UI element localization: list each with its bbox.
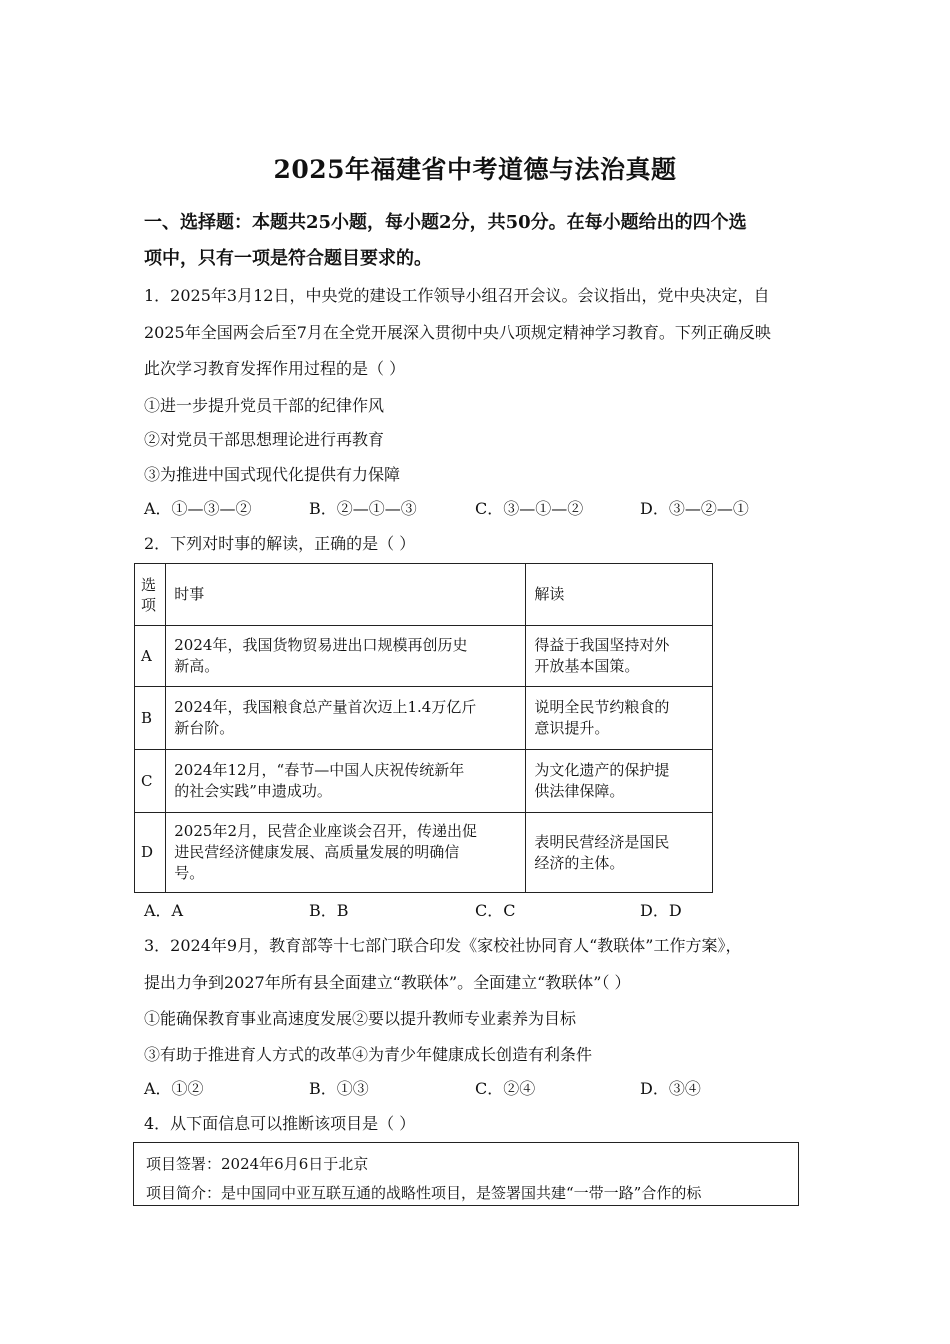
row-event-line: 2024年，我国货物贸易进出口规模再创历史 <box>174 636 468 654</box>
row-event-line: 新台阶。 <box>174 719 235 737</box>
row-event <box>166 626 526 687</box>
q3-statement-line-1: ①能确保教育事业高速度发展②要以提升教师专业素养为目标 <box>144 1009 577 1028</box>
row-reading-line: 经济的主体。 <box>534 853 625 872</box>
q1-item-2: ②对党员干部思想理论进行再教育 <box>144 430 385 449</box>
row-event-line: 新高。 <box>174 657 220 675</box>
q1-item-3: ③为推进中国式现代化提供有力保障 <box>144 465 401 484</box>
row-event <box>166 687 526 750</box>
row-reading <box>526 687 713 750</box>
q1-stem-line-1: 1．2025年3月12日，中央党的建设工作领导小组召开会议。会议指出，党中央决定，自 <box>144 286 770 305</box>
table-row <box>135 813 713 893</box>
q3-statement-line-2: ③有助于推进育人方式的改革④为青少年健康成长创造有利条件 <box>144 1045 593 1064</box>
row-event <box>166 813 526 893</box>
row-event-line: 2025年2月，民营企业座谈会召开，传递出促 <box>174 822 477 840</box>
table-header-row <box>135 564 713 626</box>
row-event-line: 进民营经济健康发展、高质量发展的明确信 <box>174 843 460 861</box>
header-option: 选项 <box>141 575 157 614</box>
row-reading-line: 为文化遗产的保护提 <box>534 761 670 779</box>
row-reading-line: 供法律保障。 <box>534 782 625 800</box>
q2-option-b: B．B <box>309 901 349 920</box>
q3-option-d: D．③④ <box>640 1079 701 1098</box>
row-key: C <box>135 750 166 813</box>
header-event: 时事 <box>166 564 526 626</box>
page-title: 2025年福建省中考道德与法治真题 <box>273 155 677 184</box>
row-key: B <box>135 687 166 750</box>
q1-stem-line-2: 2025年全国两会后至7月在全党开展深入贯彻中央八项规定精神学习教育。下列正确反映 <box>144 323 771 342</box>
row-event-line: 号。 <box>174 864 205 882</box>
header-option-cell <box>135 564 166 626</box>
row-reading-line: 意识提升。 <box>534 719 610 737</box>
q3-option-b: B．①③ <box>309 1079 369 1098</box>
header-reading: 解读 <box>526 564 713 626</box>
table-row <box>135 687 713 750</box>
section-heading-line-1: 一、选择题：本题共25小题，每小题2分，共50分。在每小题给出的四个选 <box>144 212 747 233</box>
q1-item-1: ①进一步提升党员干部的纪律作风 <box>144 396 385 415</box>
row-reading <box>526 626 713 687</box>
row-event-line: 2024年，我国粮食总产量首次迈上1.4万亿斤 <box>174 698 477 716</box>
q1-option-d: D．③—②—① <box>640 499 749 518</box>
row-reading-line: 开放基本国策。 <box>534 657 640 675</box>
q3-option-a: A．①② <box>144 1079 204 1098</box>
row-reading-line: 得益于我国坚持对外 <box>534 636 670 654</box>
q2-option-d: D．D <box>640 901 682 920</box>
q3-stem-line-2: 提出力争到2027年所有县全面建立“教联体”。全面建立“教联体”（ ） <box>144 973 631 992</box>
q3-stem-line-1: 3．2024年9月，教育部等十七部门联合印发《家校社协同育人“教联体”工作方案》， <box>144 936 742 955</box>
row-event <box>166 750 526 813</box>
section-heading-line-2: 项中，只有一项是符合题目要求的。 <box>144 248 432 269</box>
row-key: A <box>135 626 166 687</box>
row-reading <box>526 750 713 813</box>
q4-info-signing: 项目签署：2024年6月6日于北京 <box>146 1155 369 1173</box>
row-key: D <box>135 813 166 893</box>
q1-stem-line-3: 此次学习教育发挥作用过程的是（ ） <box>144 359 406 378</box>
row-reading <box>526 813 713 893</box>
table-row <box>135 750 713 813</box>
q4-info-intro: 项目简介：是中国同中亚互联互通的战略性项目，是签署国共建“一带一路”合作的标 <box>146 1184 702 1202</box>
row-event-line: 2024年12月，“春节—中国人庆祝传统新年 <box>174 761 465 779</box>
row-reading-line: 说明全民节约粮食的 <box>534 698 670 716</box>
q1-option-a: A．①—③—② <box>144 499 252 518</box>
q1-option-b: B．②—①—③ <box>309 499 417 518</box>
table-row <box>135 626 713 687</box>
q2-stem: 2．下列对时事的解读，正确的是（ ） <box>144 534 416 553</box>
q2-table <box>134 563 713 893</box>
q1-option-c: C．③—①—② <box>475 499 584 518</box>
q4-info-box <box>133 1142 799 1206</box>
row-reading-line: 表明民营经济是国民 <box>534 832 670 851</box>
q4-stem: 4．从下面信息可以推断该项目是（ ） <box>144 1114 416 1133</box>
q2-option-c: C．C <box>475 901 516 920</box>
row-event-line: 的社会实践”申遗成功。 <box>174 782 332 800</box>
q3-option-c: C．②④ <box>475 1079 536 1098</box>
q2-option-a: A．A <box>144 901 184 920</box>
